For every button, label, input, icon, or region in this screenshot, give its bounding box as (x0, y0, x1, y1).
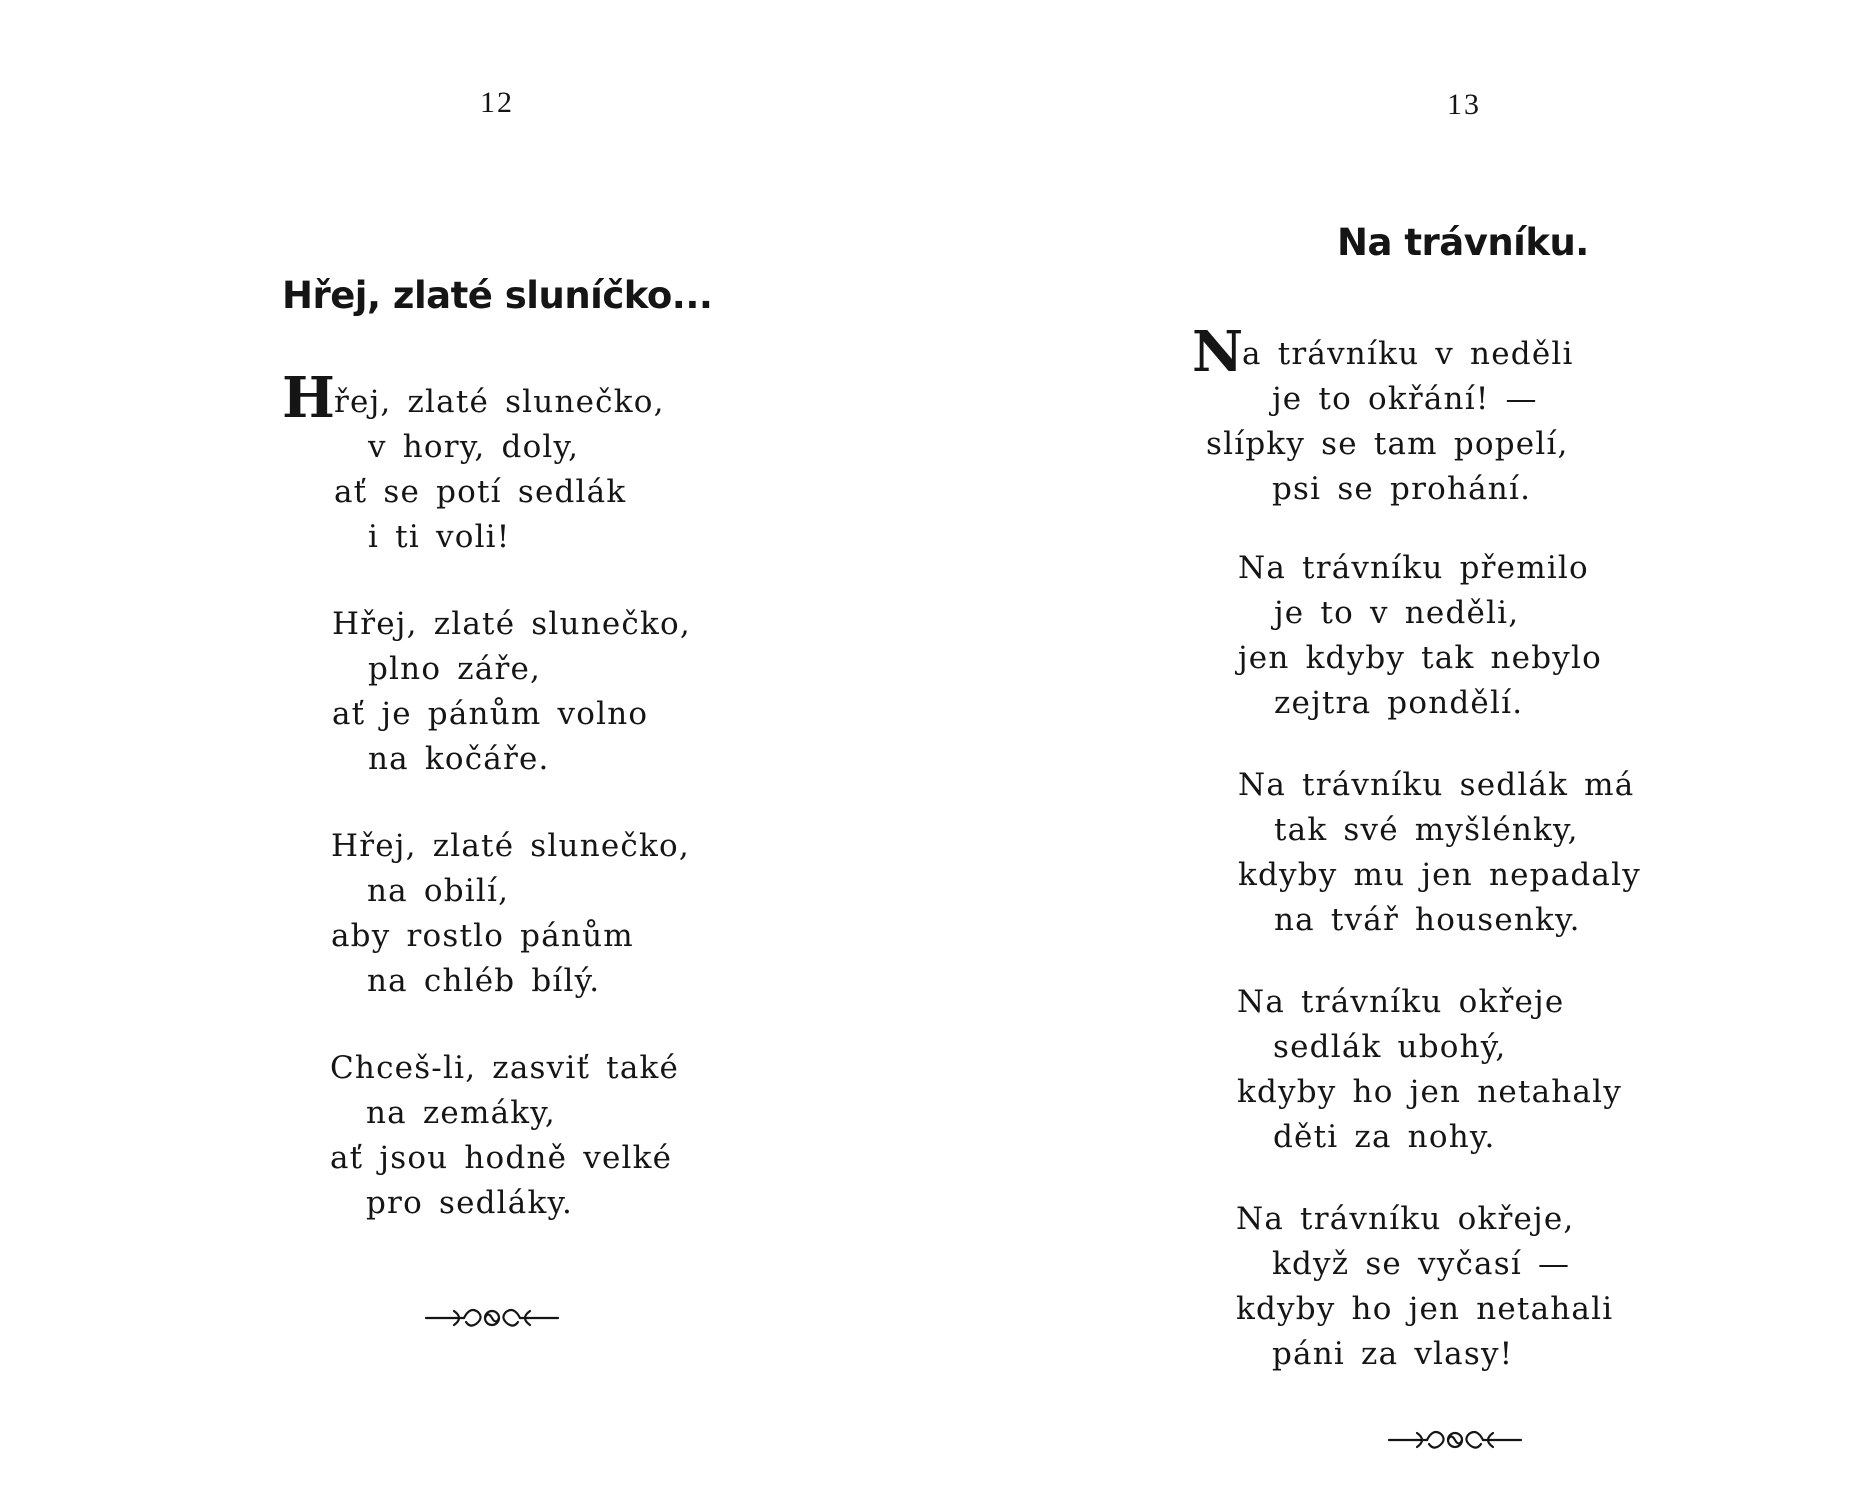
poem-line: děti za nohy. (1273, 1119, 1496, 1155)
closing-ornament-icon (424, 1302, 560, 1334)
poem-line: Chceš-li, zasviť také (330, 1050, 680, 1086)
poem-line: ať jsou hodně velké (330, 1140, 673, 1176)
poem-line: kdyby mu jen nepadaly (1238, 857, 1641, 893)
drop-cap: H (282, 365, 337, 431)
poem-line: plno záře, (368, 651, 542, 687)
poem-line: zejtra pondělí. (1274, 685, 1524, 721)
stanza (1238, 546, 1602, 726)
drop-cap: N (1192, 319, 1245, 385)
poem-line: aby rostlo pánům (331, 918, 634, 954)
right-page (935, 0, 1870, 1500)
poem-line: Na trávníku okřeje (1237, 984, 1565, 1020)
stanza (332, 602, 691, 782)
poem-line: na kočáře. (368, 741, 550, 777)
poem-line: ať se potí sedlák (334, 474, 627, 510)
poem-line: sedlák ubohý, (1273, 1029, 1507, 1065)
stanza (1236, 1197, 1613, 1377)
poem-line: na obilí, (367, 873, 510, 909)
poem-title: Na trávníku. (1337, 221, 1589, 264)
poem-line: je to v neděli, (1274, 595, 1520, 631)
poem-line: i ti voli! (368, 519, 511, 555)
stanza (331, 824, 690, 1004)
poem-line: slípky se tam popelí, (1206, 426, 1569, 462)
poem-line: Na trávníku přemilo (1238, 550, 1589, 586)
poem-line: páni za vlasy! (1272, 1336, 1514, 1372)
poem-line: tak své myšlénky, (1274, 812, 1579, 848)
poem-line: kdyby ho jen netahaly (1237, 1074, 1622, 1110)
closing-ornament-icon (1387, 1424, 1523, 1456)
stanza (330, 1046, 679, 1226)
poem-line: ať je pánům volno (332, 696, 649, 732)
poem-line: kdyby ho jen netahali (1236, 1291, 1614, 1327)
poem-line: na zemáky, (366, 1095, 556, 1131)
stanza (1238, 763, 1641, 943)
poem-line: na tvář housenky. (1274, 902, 1581, 938)
stanza (282, 365, 665, 560)
poem-title: Hřej, zlaté sluníčko... (282, 274, 713, 317)
poem-line: když se vyčasí — (1272, 1246, 1571, 1282)
poem-line: psi se prohání. (1272, 471, 1532, 507)
poem-line: Hřej, zlaté slunečko, (331, 828, 690, 864)
poem-line: na chléb bílý. (367, 963, 601, 999)
poem-line: jen kdyby tak nebylo (1238, 640, 1602, 676)
poem-line: Hřej, zlaté slunečko, (332, 606, 691, 642)
poem-line: je to okřání! — (1272, 381, 1538, 417)
poem-line: pro sedláky. (366, 1185, 574, 1221)
poem-line: a trávníku v neděli (1242, 336, 1574, 372)
poem-line: řej, zlaté slunečko, (334, 384, 665, 420)
poem-line: Na trávníku sedlák má (1238, 767, 1635, 803)
page-number: 12 (480, 86, 514, 119)
page-number: 13 (1447, 88, 1481, 121)
poem-line: Na trávníku okřeje, (1236, 1201, 1575, 1237)
stanza (1237, 980, 1622, 1160)
poem-line: v hory, doly, (368, 429, 580, 465)
stanza (1192, 319, 1574, 512)
